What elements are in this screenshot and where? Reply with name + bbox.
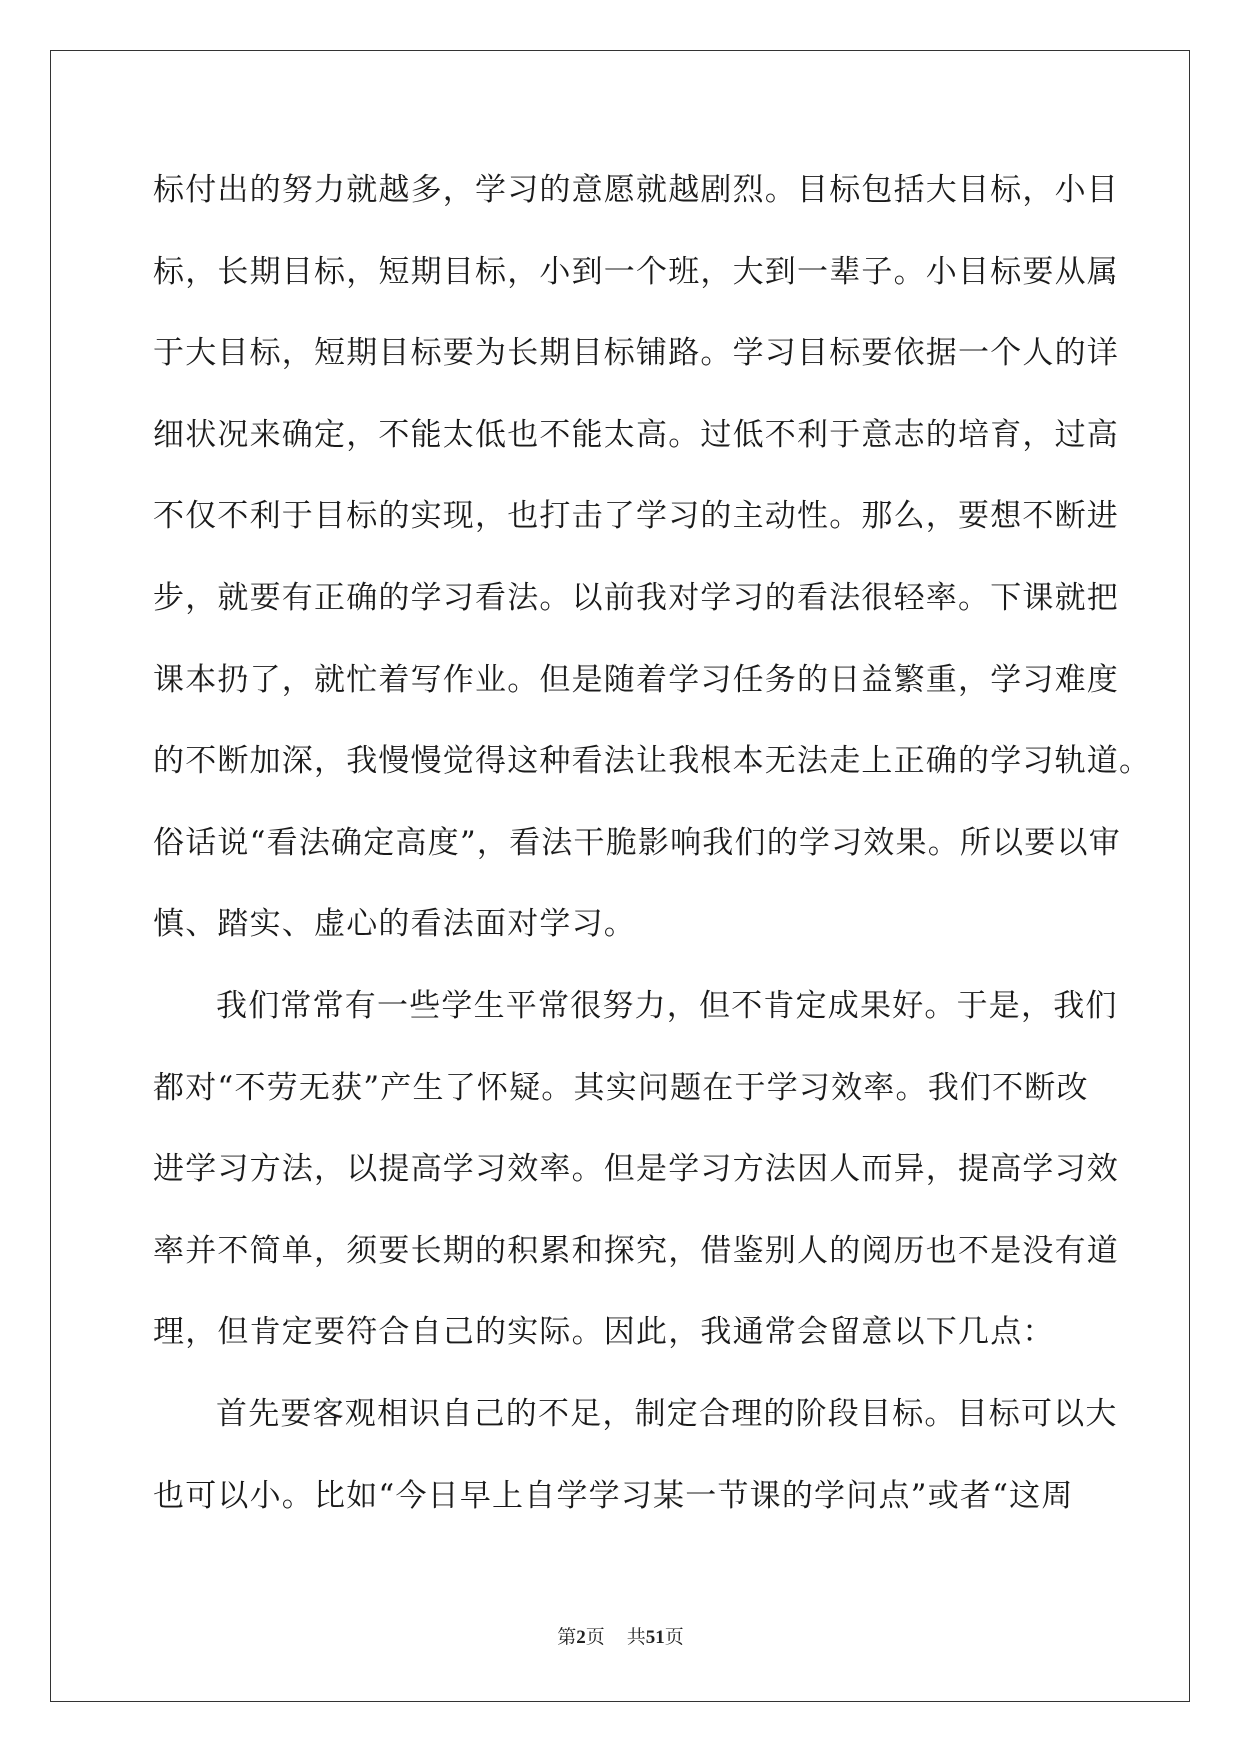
page-footer	[0, 1622, 1241, 1649]
paragraph-first-line: 首先要客观相识自己的不足，制定合理的阶段目标。目标可以大	[216, 1395, 1118, 1432]
text-line: 也可以小。比如“今日早上自学学习某一节课的学问点”或者“这周	[153, 1477, 1074, 1514]
text-line: 都对“不劳无获”产生了怀疑。其实问题在于学习效率。我们不断改	[153, 1069, 1089, 1106]
page-suffix: 页	[585, 1627, 605, 1648]
total-suffix: 页	[664, 1627, 684, 1648]
text-line: 进学习方法，以提高学习效率。但是学习方法因人而异，提高学习效	[153, 1151, 1119, 1188]
text-line: 俗话说“看法确定高度”，看法干脆影响我们的学习效果。所以要以审	[153, 824, 1121, 861]
text-line: 慎、踏实、虚心的看法面对学习。	[153, 906, 636, 943]
page-number: 2	[576, 1627, 586, 1648]
total-pages: 51	[645, 1627, 665, 1648]
total-prefix: 共	[626, 1627, 646, 1648]
text-line: 标，长期目标，短期目标，小到一个班，大到一辈子。小目标要从属	[153, 253, 1119, 290]
paragraph-first-line: 我们常常有一些学生平常很努力，但不肯定成果好。于是，我们	[216, 987, 1118, 1024]
document-body	[153, 150, 1152, 1537]
text-line: 理，但肯定要符合自己的实际。因此，我通常会留意以下几点：	[153, 1314, 1055, 1351]
text-line: 课本扔了，就忙着写作业。但是随着学习任务的日益繁重，学习难度	[153, 661, 1119, 698]
text-line: 标付出的努力就越多，学习的意愿就越剧烈。目标包括大目标，小目	[153, 172, 1119, 208]
text-line: 于大目标，短期目标要为长期目标铺路。学习目标要依据一个人的详	[153, 335, 1119, 372]
text-line: 的不断加深，我慢慢觉得这种看法让我根本无法走上正确的学习轨道。	[153, 743, 1152, 780]
text-line: 不仅不利于目标的实现，也打击了学习的主动性。那么，要想不断进	[153, 498, 1119, 535]
text-line: 细状况来确定，不能太低也不能太高。过低不利于意志的培育，过高	[153, 416, 1119, 453]
text-line: 率并不简单，须要长期的积累和探究，借鉴别人的阅历也不是没有道	[153, 1232, 1119, 1269]
text-line: 步，就要有正确的学习看法。以前我对学习的看法很轻率。下课就把	[153, 579, 1119, 616]
page-prefix: 第	[557, 1627, 577, 1648]
